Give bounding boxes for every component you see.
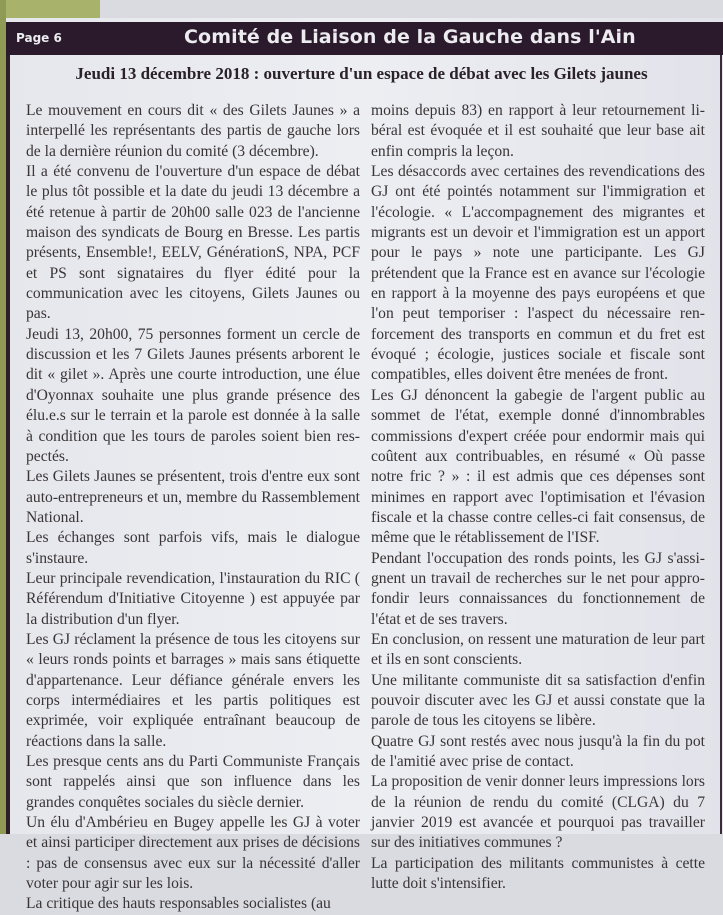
page-number: Page 6 xyxy=(16,31,62,45)
paragraph: Les Gilets Jaunes se présentent, trois d'entre eux sont auto-entrepreneurs et un, membre du Rassemblement National. xyxy=(26,468,360,526)
paragraph: Les désaccords avec certaines des revendications des GJ ont été pointés notamment sur l'immigration et l'écologie. « L'accompagnement des migrantes et migrants est un devoir et l'immigration est un apport pour le pays » note une participante. Les GJ prétendent que la France est en avance sur l'écologie en rapport à la moyenne des pays européens et que l'on peut temporiser : l'aspect du nécessaire renforcement des transports en commun et du fret est évoqué ; écologie, justices sociale et fiscale sont compatibles, elles doivent être menées de front. xyxy=(371,163,705,384)
paragraph: Quatre GJ sont restés avec nous jusqu'à la fin du pot de l'amitié avec prise de contact. xyxy=(371,732,705,770)
paragraph: Pendant l'occupation des ronds points, les GJ s'assignent un travail de recherches sur le net pour approfondir leurs connaissances du fonctionnement de l'état et de ses travers. xyxy=(371,549,705,628)
paragraph: Un élu d'Ambérieu en Bugey appelle les GJ à voter et ainsi participer directement aux prises de décisions : pas de consensus avec eux sur la nécessité d'aller voter pour agir sur les lois. xyxy=(26,814,360,893)
paragraph: Les presque cents ans du Parti Communiste Français sont rappelés ainsi que son influence dans les grandes conquêtes sociales du siècle dernier. xyxy=(26,753,360,811)
paragraph: moins depuis 83) en rapport à leur retournement libéral est évoquée et il est souhaité que leur base ait enfin compris la leçon. xyxy=(371,102,705,160)
paragraph: Leur principale revendication, l'instauration du RIC ( Référendum d'Initiative Citoyenne ) est appuyée par la distribution d'un flyer. xyxy=(26,569,360,628)
paragraph: Une militante communiste dit sa satisfaction d'enfin pouvoir discuter avec les GJ et aussi constate que la parole de tous les citoyens se libère. xyxy=(371,671,705,730)
paragraph: La critique des hauts responsables socialistes (au xyxy=(26,895,331,913)
newsletter-header xyxy=(6,22,723,55)
paragraph: Le mouvement en cours dit « des Gilets Jaunes » a interpellé les représentants des partis de gauche lors de la dernière réunion du comité (3 décembre). xyxy=(26,102,360,160)
paragraph: En conclusion, on ressent une maturation de leur part et ils en sont conscients. xyxy=(371,630,705,669)
paragraph: Les GJ dénoncent la gabegie de l'argent public au sommet de l'état, exemple donné d'innombrables commissions d'expert créée pour endormir mais qui coûtent aux contribuables, en résumé « Où passe notre fric ? » : il est admis que ces dépenses sont minimes en rapport avec l'optimisation et l'évasion fiscale et la chasse contre celles-ci fait consensus, de même que le rétablissement de l'ISF. xyxy=(371,386,705,547)
article-title: Jeudi 13 décembre 2018 : ouverture d'un espace de débat avec les Gilets jaunes xyxy=(75,64,648,83)
paragraph: Jeudi 13, 20h00, 75 personnes forment un cercle de discussion et les 7 Gilets Jaunes présents arborent le dit « gilet ». Après une courte introduction, une élue d'Oyonnax souhaite une plus grande présence des élu.e.s sur le terrain et la parole est donnée à la salle à condition que les tours de paroles soient bien respectés. xyxy=(26,325,360,465)
paragraph: Il a été convenu de l'ouverture d'un espace de débat le plus tôt possible et la date du jeudi 13 décembre a été retenue à partir de 20h00 salle 023 de l'ancienne maison des syndicats de Bourg en Bresse. Les partis présents, Ensemble!, EELV, GénérationS, NPA, PCF et PS sont signataires du flyer édité pour la communication avec les citoyens, Gilets Jaunes ou pas. xyxy=(26,163,360,323)
right-column xyxy=(371,101,705,894)
paragraph: La participation des militants communistes à cette lutte doit s'intensifier. xyxy=(371,854,705,893)
newsletter-title: Comité de Liaison de la Gauche dans l'Ain xyxy=(184,26,636,48)
paragraph: La proposition de venir donner leurs impressions lors de la réunion de rendu du comité (CLGA) du 7 janvier 2019 est avancée et pourquoi pas travailler sur des initiatives communes ? xyxy=(371,773,705,852)
left-column xyxy=(26,101,360,915)
paragraph: Les échanges sont parfois vifs, mais le dialogue s'instaure. xyxy=(26,529,360,567)
paragraph: Les GJ réclament la présence de tous les citoyens sur « leurs ronds points et barrages » mais sans étiquette d'appartenance. Leur défiance générale envers les corps intermédiaires et les partis politiques est exprimée, voir expliquée entraînant beaucoup de réactions dans la salle. xyxy=(26,630,360,750)
